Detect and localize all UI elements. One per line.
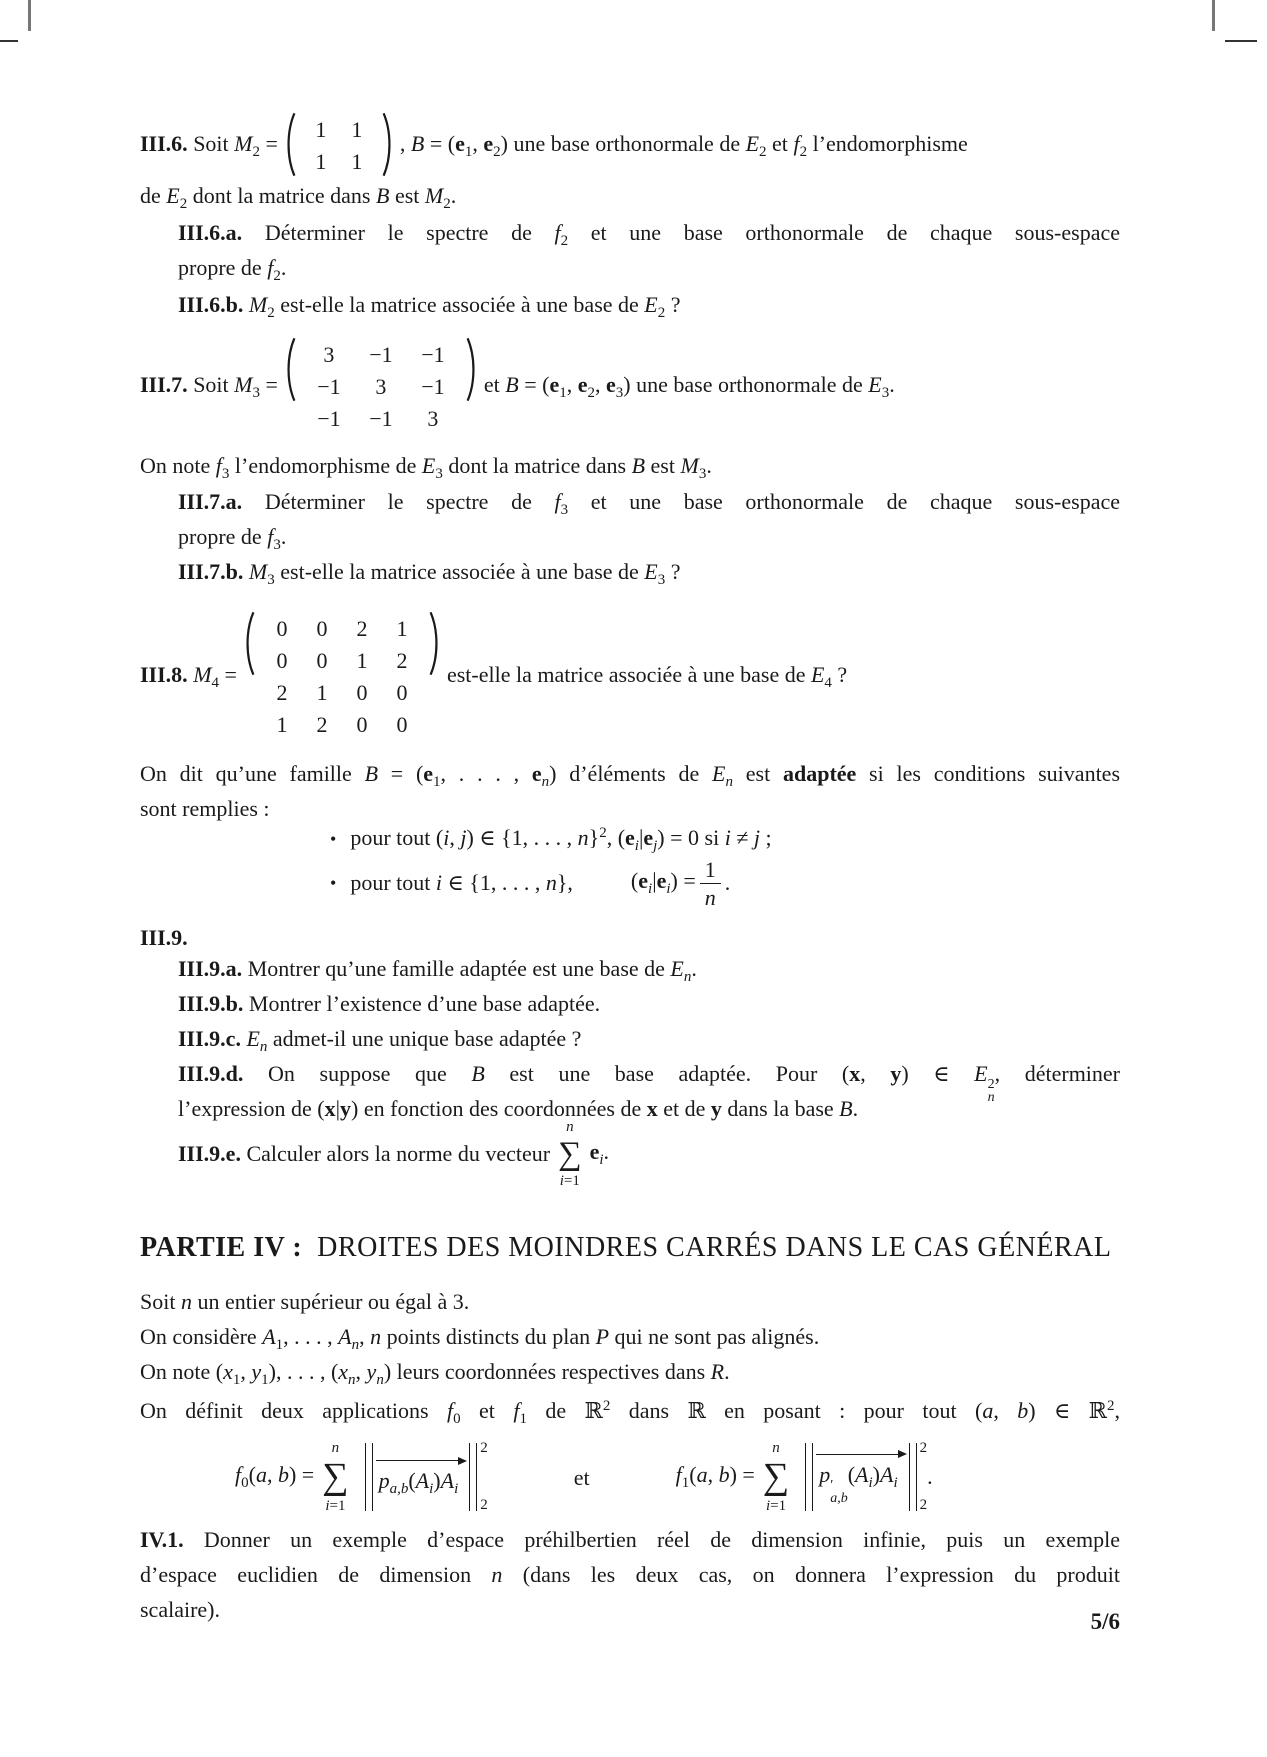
fraction-numerator: 1 <box>704 856 716 882</box>
fraction-denominator: n <box>704 884 716 910</box>
text-run: III.9.e. Calculer alors la norme du vecteur <box>178 1141 551 1166</box>
sum-upper-limit: n <box>772 1440 780 1456</box>
question-iii9d-line2: l’expression de (x|y) en fonction des coordonnées de x et de y dans la base B. <box>178 1096 859 1121</box>
text-run: $f_0(a$, b) = <box>235 1462 315 1491</box>
question-iii7a-line1: III.7.a. Déterminer le spectre de $f_3$ et une base orthonormale de chaque sous-espace <box>178 489 1120 518</box>
norm-subscript: 2 <box>919 1497 928 1513</box>
norm-bar-close <box>469 1443 477 1511</box>
norm-exponents <box>918 1440 928 1514</box>
sum-upper-limit: n <box>331 1440 340 1456</box>
vector-with-arrow: p ′ a,b $(A_i)A_i$ <box>814 1448 907 1507</box>
matrix-m3 <box>284 337 478 437</box>
sum-upper-limit: n <box>566 1119 574 1135</box>
paren-left <box>284 112 297 177</box>
norm-superscript: 2 <box>480 1440 488 1456</box>
norm-superscript: 2 <box>919 1440 928 1456</box>
text-run: , $B = (e_1$, $e_2$) une base orthonormale de $E_2$ et $f_2$ l’endomorphisme <box>399 131 968 160</box>
question-iii7b: III.7.b. $M_3$ est-elle la matrice associée à une base de $E_3$ ? <box>178 559 681 588</box>
sum-lower-limit: i=1 <box>559 1173 580 1189</box>
bullet-item-norm <box>330 852 730 914</box>
question-iii7-intro <box>140 325 1140 449</box>
crop-mark-top-left-horizontal <box>0 40 18 42</box>
paren-left <box>284 337 297 402</box>
crop-mark-top-right-horizontal <box>1225 40 1257 42</box>
question-iii6a-line1: III.6.a. Déterminer le spectre de $f_2$ et une base orthonormale de chaque sous-espace <box>178 220 1120 249</box>
question-iii7-note: On note $f_3$ l’endomorphisme de $E_3$ dont la matrice dans B est $M_3$. <box>140 453 712 482</box>
text-run: pour tout (i, j) ∈ {1, . . . , n}$^2$, $(e_i|e_j) = 0$ si i ≠ j ; <box>350 824 772 854</box>
adaptee-definition-line1: On dit qu’une famille $B = (e_1$, . . . , $e_n$) d’éléments de $E_n$ est adaptée si les conditions suivantes <box>140 761 1121 790</box>
text-run: est-elle la matrice associée à une base de $E_4$ ? <box>446 662 848 691</box>
paren-right <box>465 337 478 402</box>
question-iii6a-line2: propre de $f_2$. <box>178 255 287 284</box>
question-iii9-head: III.9. <box>140 925 188 950</box>
question-iii9e <box>178 1116 1120 1192</box>
part-iv-line2: On considère $A_1$, . . . , $A_n$, n points distincts du plan P qui ne sont pas alignés. <box>140 1324 820 1353</box>
text-run: . <box>724 870 731 895</box>
question-iii9d-line1: III.9.d. On suppose que B est une base adaptée. Pour (x, y) ∈ E 2 n , déterminer <box>178 1061 1121 1105</box>
sum-lower-limit: i=1 <box>325 1498 346 1514</box>
text-run: . <box>927 1464 933 1489</box>
text-run: $(e_i|e_i)$ = <box>630 868 696 897</box>
matrix-m4 <box>243 611 441 743</box>
question-iii7a-line2: propre de $f_3$. <box>178 524 287 553</box>
question-iii6b: III.6.b. $M_2$ est-elle la matrice associée à une base de $E_2$ ? <box>178 292 681 321</box>
summation-symbol <box>763 1440 789 1514</box>
text-run: $e_i$. <box>589 1139 610 1168</box>
least-squares-formulas <box>235 1430 933 1524</box>
page-number: 5/6 <box>1090 1609 1120 1634</box>
question-iii6-intro <box>140 110 1140 182</box>
norm-bar-close <box>909 1443 917 1511</box>
part-iv-title: PARTIE IV : DROITES DES MOINDRES CARRÉS DANS LE CAS GÉNÉRAL <box>140 1232 1112 1263</box>
norm-bar-open <box>365 1443 373 1511</box>
part-iv-line1: Soit n un entier supérieur ou égal à 3. <box>140 1289 470 1314</box>
matrix-m2 <box>284 112 394 180</box>
text-run: III.8. $M_4$ = <box>140 662 237 691</box>
norm-bar-open <box>805 1443 813 1511</box>
crop-mark-top-left-vertical <box>28 0 31 31</box>
matrix-body: 3 −1 −1 −1 3 −1 −1 −1 3 <box>317 342 445 431</box>
question-iv1-line2: d’espace euclidien de dimension n (dans les deux cas, on donnera l’expression du produit <box>140 1562 1120 1587</box>
sigma-icon: ∑ <box>322 1456 349 1497</box>
text-run: pour tout i ∈ {1, . . . , n}, <box>350 870 573 895</box>
crop-mark-top-right-vertical <box>1212 0 1215 31</box>
paren-right <box>381 112 394 177</box>
question-iii8 <box>140 597 1140 757</box>
question-iii9a: III.9.a. Montrer qu’une famille adaptée est une base de $E_n$. <box>178 956 697 985</box>
matrix-body: 0 0 2 1 0 0 1 2 2 1 0 0 1 2 0 0 <box>276 616 408 737</box>
bullet-icon: • <box>330 872 337 893</box>
norm-subscript: 2 <box>480 1497 488 1513</box>
question-iii9c: III.9.c. $E_n$ admet-il une unique base adaptée ? <box>178 1026 582 1055</box>
formula-f1 <box>676 1440 933 1514</box>
formula-connector: et <box>573 1464 590 1490</box>
part-iv-line4: On définit deux applications $f_0$ et $f_1$ de ℝ$^2$ dans ℝ en posant : pour tout (a, b) ∈ ℝ$^2$, <box>140 1398 1120 1427</box>
text-run: et $B = (e_1$, $e_2$, $e_3$) une base orthonormale de $E_3$. <box>483 372 895 401</box>
fraction-1-over-n <box>700 856 721 911</box>
summation-symbol <box>322 1440 348 1514</box>
question-iv1-line3: scalaire). <box>140 1597 220 1622</box>
text-run: III.7. Soit $M_3$ = <box>140 372 278 401</box>
question-iv1-line1: IV.1. Donner un exemple d’espace préhilbertien réel de dimension infinie, puis un exemple <box>140 1527 1120 1552</box>
text-run: III.6. Soit $M_2$ = <box>140 131 278 160</box>
bullet-icon: • <box>330 829 337 849</box>
adaptee-definition-line2: sont remplies : <box>140 796 270 821</box>
sigma-icon: ∑ <box>558 1136 582 1172</box>
paren-left <box>243 611 256 676</box>
text-run: $f_1(a$, b) = <box>675 1462 755 1491</box>
part-iv-line3: On note ($x_1$, $y_1$), . . . , ($x_n$, $y_n$) leurs coordonnées respectives dans R. <box>140 1359 730 1388</box>
sigma-icon: ∑ <box>762 1456 790 1497</box>
sum-lower-limit: i=1 <box>765 1498 787 1514</box>
norm-exponents <box>478 1440 488 1514</box>
formula-f0 <box>235 1440 488 1514</box>
matrix-body: 1 1 1 1 <box>315 117 363 174</box>
vector-with-arrow: $p_{a,b}(A_i)A_i$ <box>374 1454 469 1500</box>
summation-symbol <box>558 1119 582 1189</box>
question-iii6-line2: de $E_2$ dont la matrice dans B est $M_2$. <box>140 183 457 212</box>
paren-right <box>428 611 441 676</box>
question-iii9b: III.9.b. Montrer l’existence d’une base adaptée. <box>178 991 601 1016</box>
